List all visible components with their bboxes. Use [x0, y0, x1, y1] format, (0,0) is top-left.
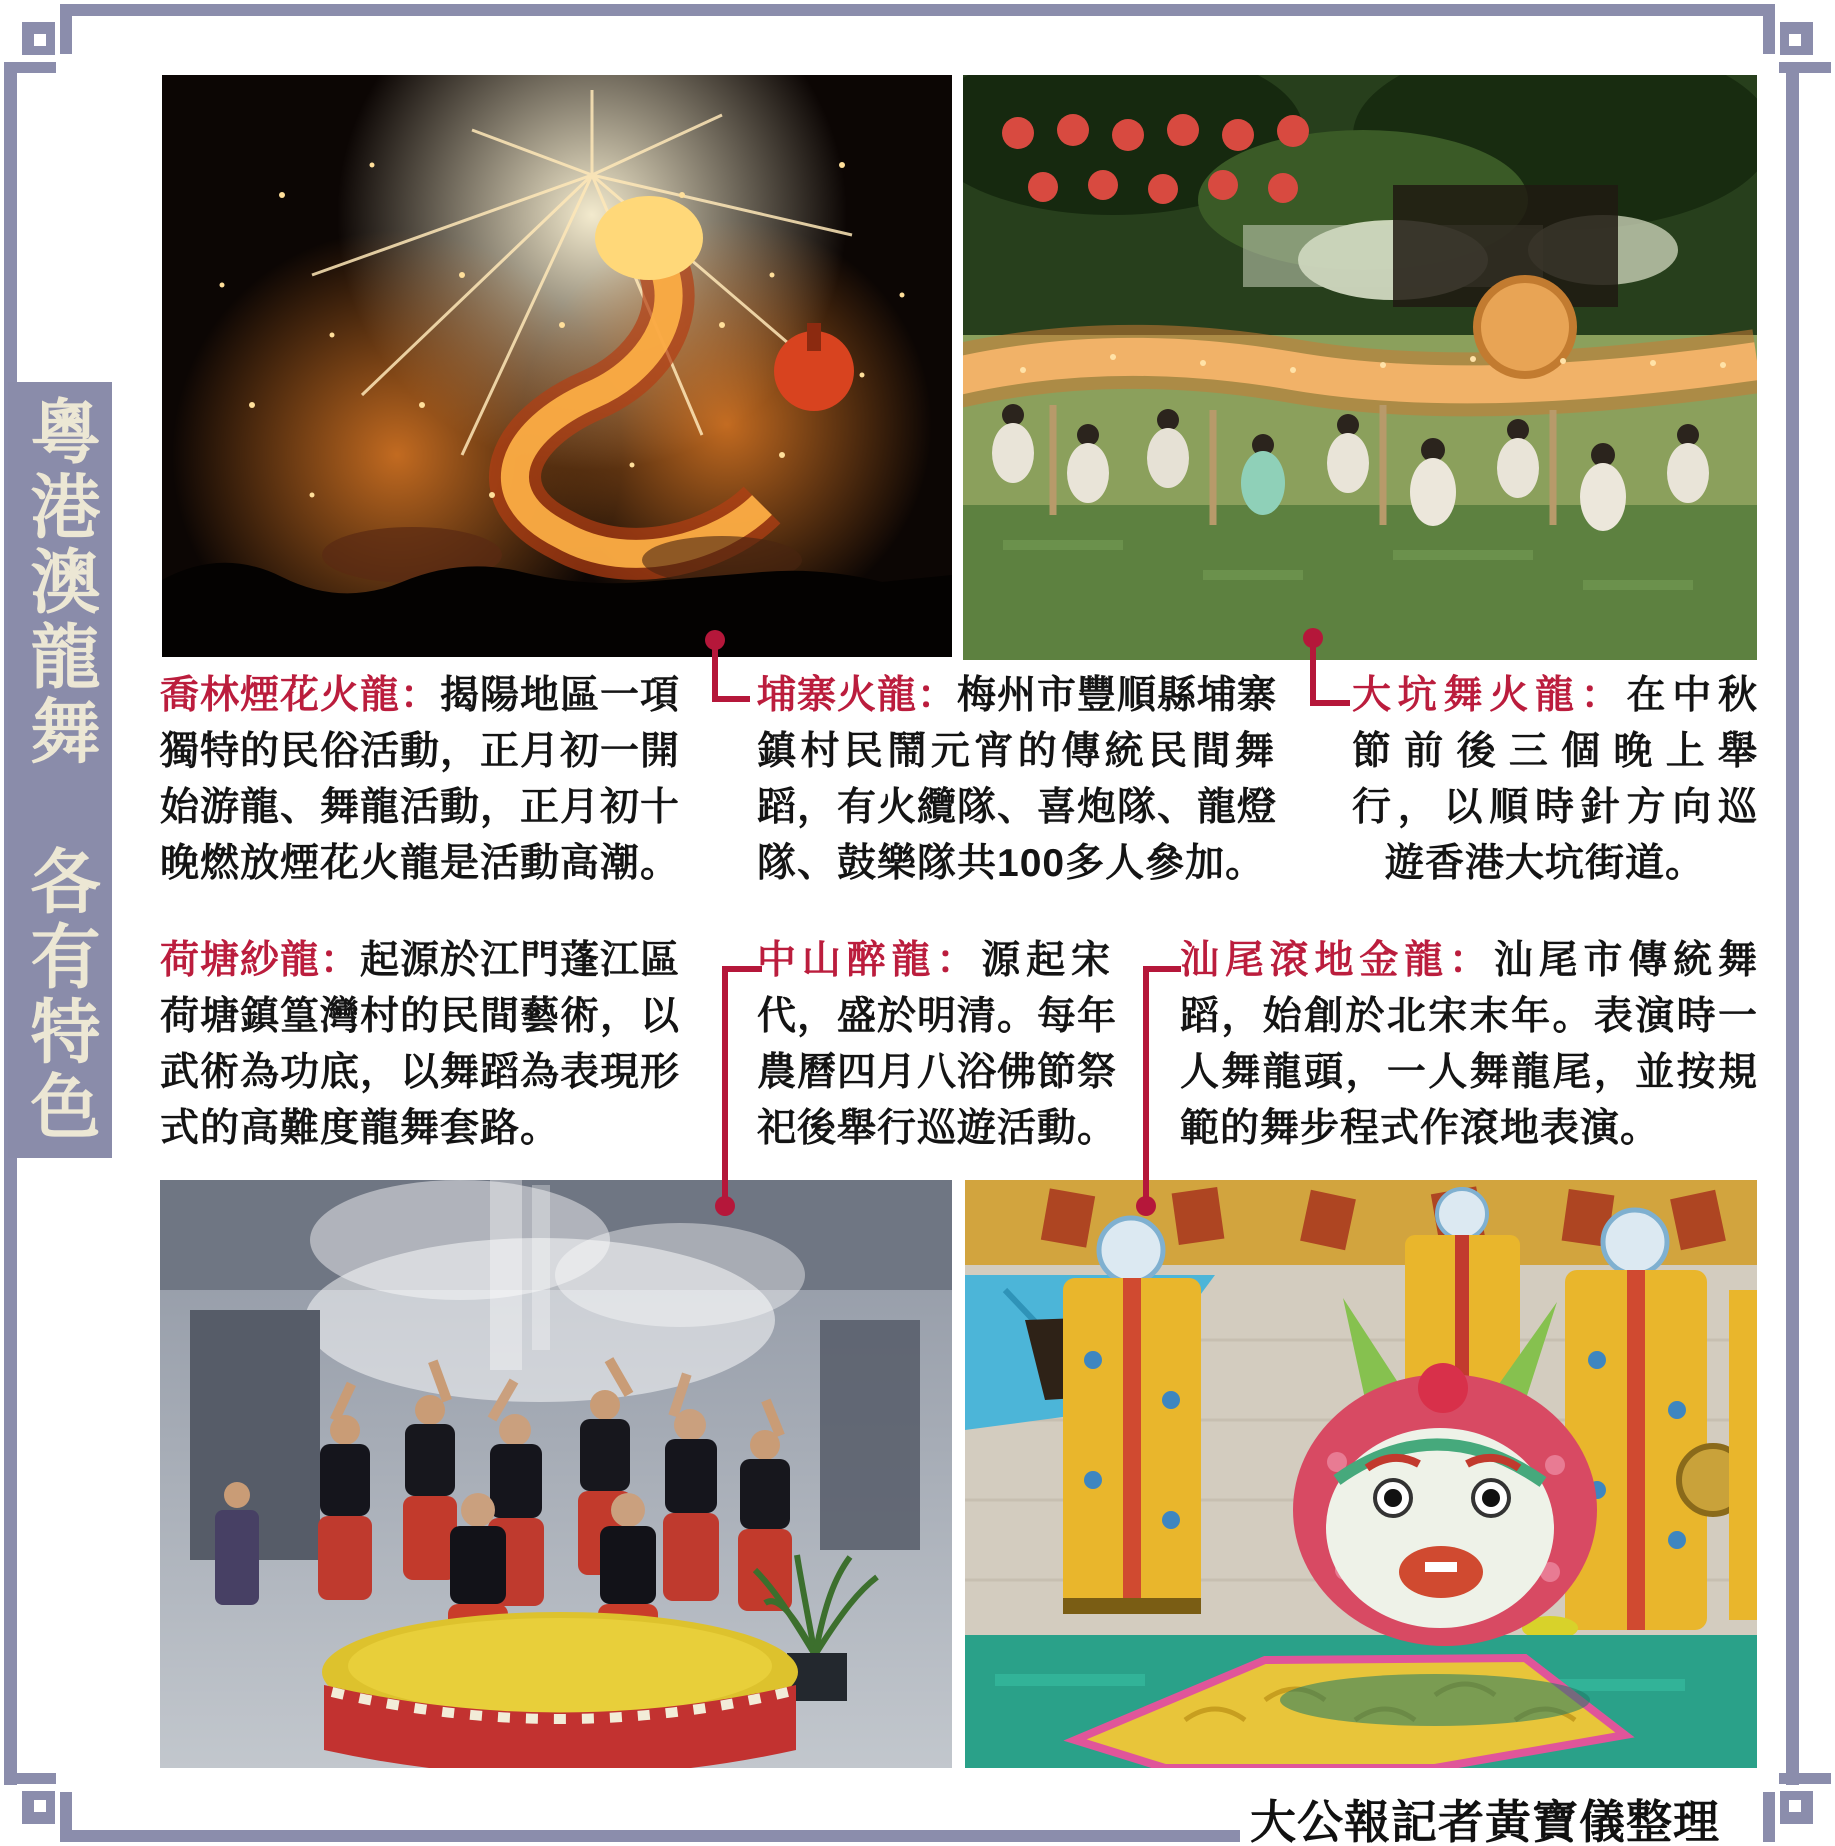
block-heading: 荷塘紗龍：: [160, 939, 361, 982]
text-line: 晚燃放煙花火龍是活動高潮。: [160, 842, 681, 885]
connector-line: [1143, 966, 1149, 1206]
block-text: 揭陽地區一項: [440, 674, 681, 717]
text-line: 人舞龍頭，一人舞龍尾，並按規: [1180, 1051, 1758, 1094]
text-block-qiaolin: [160, 668, 681, 892]
text-line: 蹈，有火纜隊、喜炮隊、龍燈: [757, 786, 1278, 829]
text-line: 農曆四月八浴佛節祭: [757, 1051, 1118, 1094]
fireworks-dragon-illustration: [162, 75, 952, 657]
connector-line: [1310, 700, 1350, 706]
text-line: 節前後三個晚上舉: [1352, 730, 1758, 773]
connector-line: [712, 696, 750, 702]
text-line: [757, 668, 1278, 724]
text-line: [160, 668, 681, 724]
text-line: 武術為功底，以舞蹈為表現形: [160, 1051, 681, 1094]
text-line: 蹈，始創於北宋末年。表演時一: [1180, 995, 1758, 1038]
vertical-title-bar: [8, 382, 112, 1158]
text-block-shanwei: [1180, 933, 1758, 1157]
drunken-dragon-illustration: [160, 1180, 952, 1768]
photo-zhongshan-drunken-dragon: [160, 1180, 952, 1768]
text-line: 鎮村民鬧元宵的傳統民間舞: [757, 730, 1275, 773]
text-line: 始游龍、舞龍活動，正月初十: [160, 786, 681, 829]
connector-line: [722, 966, 762, 972]
connector-line: [722, 966, 728, 1206]
text-line: 祀後舉行巡遊活動。: [757, 1107, 1118, 1150]
block-text: 源起宋: [981, 939, 1111, 982]
park-fire-dragon-illustration: [963, 75, 1757, 660]
block-heading: 大坑舞火龍：: [1352, 674, 1627, 717]
text-line: 獨特的民俗活動，正月初一開: [160, 730, 681, 773]
connector-dot: [715, 1196, 735, 1216]
block-text: 梅州市豐順縣埔寨: [957, 674, 1278, 717]
photo-shanwei-rolling-golden-dragon: [965, 1180, 1757, 1768]
block-text: 在中秋: [1626, 674, 1758, 717]
text-line: 隊、鼓樂隊共100多人參加。: [757, 842, 1266, 885]
reporter-credit: 大公報記者黃寶儀整理: [1250, 1796, 1720, 1846]
connector-line: [712, 640, 718, 702]
block-heading: 汕尾滾地金龍：: [1180, 939, 1494, 982]
text-line: [1180, 933, 1758, 989]
block-text: 汕尾市傳統舞: [1493, 939, 1758, 982]
photo-tai-hang-fire-dragon: [963, 75, 1757, 660]
golden-dragon-illustration: [965, 1180, 1757, 1768]
text-block-puzhai: [757, 668, 1278, 892]
block-heading: 喬林煙花火龍：: [160, 674, 441, 717]
text-block-zhongshan: [757, 933, 1118, 1157]
block-heading: 埔寨火龍：: [757, 674, 958, 717]
connector-dot: [1136, 1196, 1156, 1216]
block-text: 起源於江門蓬江區: [360, 939, 681, 982]
page-title: 粵港澳龍舞 各有特色: [21, 395, 99, 1145]
photo-qiaolin-fireworks-fire-dragon: [162, 75, 952, 657]
text-block-taihang: [1352, 668, 1758, 892]
text-line: 遊香港大坑街道。: [1385, 842, 1706, 885]
text-line: 行，以順時針方向巡: [1352, 786, 1758, 829]
connector-line: [1310, 638, 1316, 706]
text-block-hetang: [160, 933, 681, 1157]
text-line: 荷塘鎮篁灣村的民間藝術，以: [160, 995, 681, 1038]
text-line: 式的高難度龍舞套路。: [160, 1107, 561, 1150]
text-line: [757, 933, 1111, 989]
text-line: 代，盛於明清。每年: [757, 995, 1118, 1038]
text-line: 範的舞步程式作滾地表演。: [1180, 1107, 1661, 1150]
block-heading: 中山醉龍：: [757, 939, 982, 982]
text-line: [160, 933, 681, 989]
text-line: [1352, 668, 1758, 724]
